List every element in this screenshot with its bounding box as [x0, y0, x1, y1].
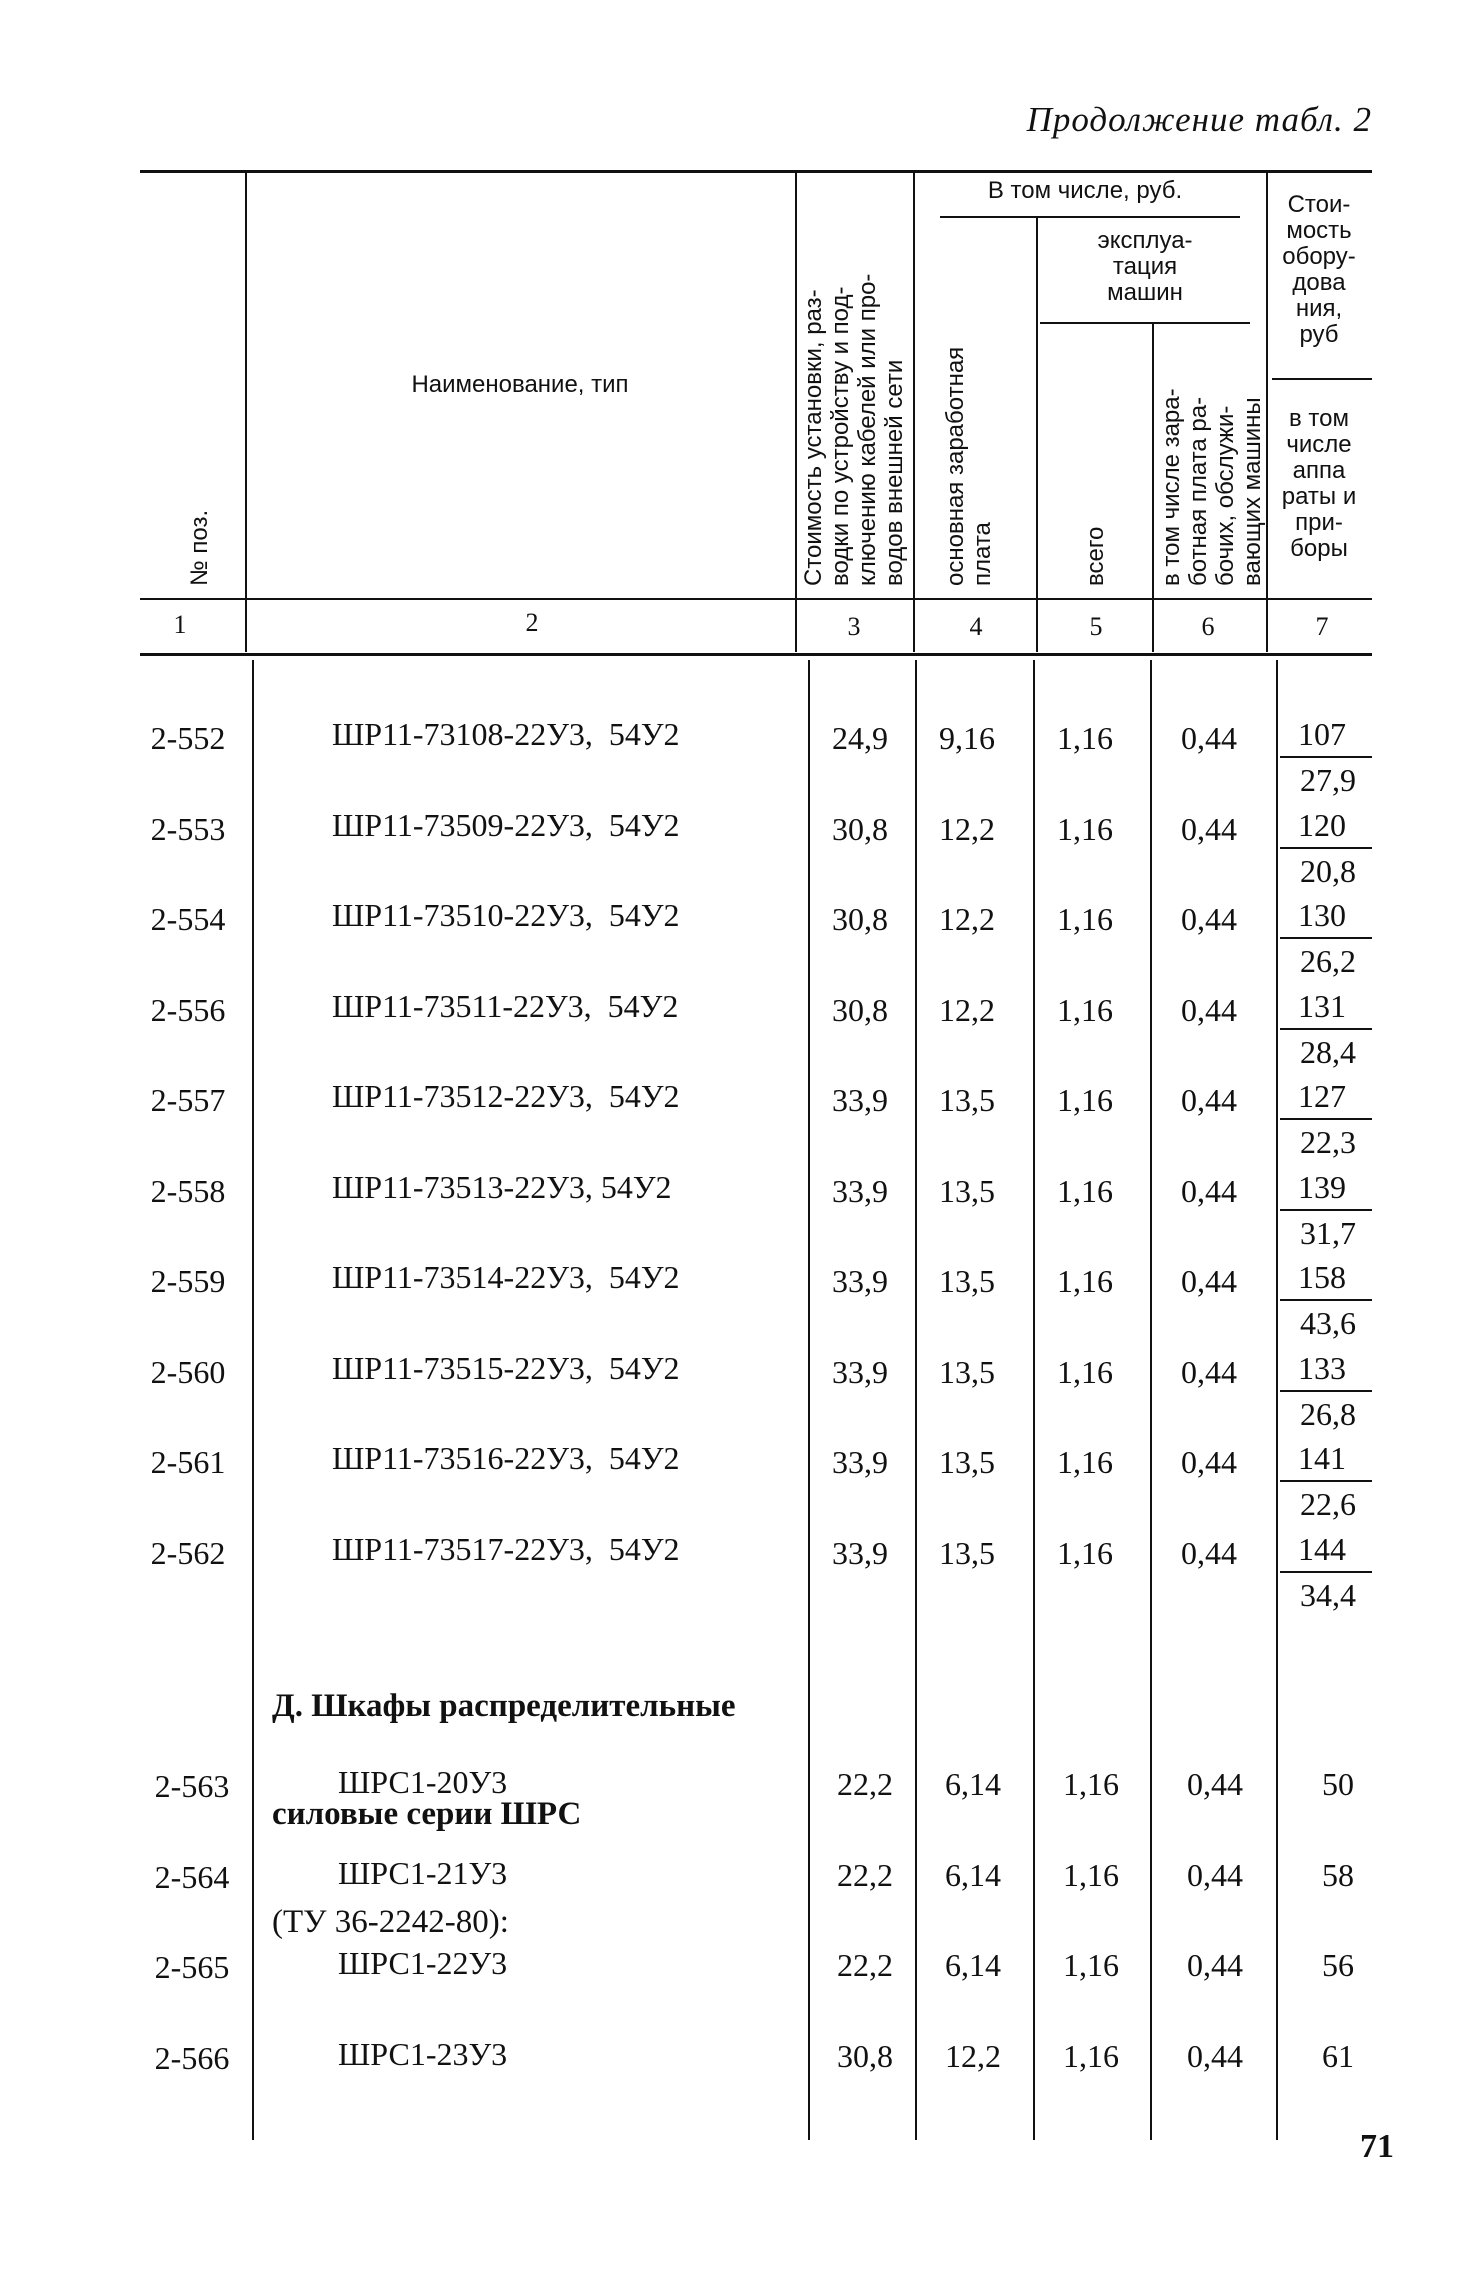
row-incl-salary: 0,44	[1181, 1444, 1237, 1480]
header-vline-4	[1036, 216, 1038, 652]
row-install: 24,9	[832, 720, 888, 756]
row-base-salary: 12,2	[939, 992, 995, 1028]
header-incl-devices: в том числе аппа раты и при- боры	[1281, 405, 1357, 562]
fraction-rule	[1280, 1480, 1372, 1482]
row-base-salary: 13,5	[939, 1082, 995, 1118]
row-base-salary: 13,5	[939, 1535, 995, 1571]
row-total: 1,16	[1057, 992, 1113, 1028]
header-name: Наименование, тип	[411, 371, 629, 398]
column-number-5: 5	[1089, 612, 1103, 641]
row-devices: 27,9	[1300, 762, 1356, 798]
fraction-rule	[1280, 1571, 1372, 1573]
row-install: 22,2	[837, 1947, 893, 1983]
row-total: 1,16	[1057, 1173, 1113, 1209]
row-base-salary: 12,2	[939, 811, 995, 847]
row-install: 30,8	[832, 811, 888, 847]
row-equipment: 61	[1322, 2038, 1354, 2074]
header-pos: № поз.	[186, 509, 213, 586]
row-total: 1,16	[1057, 1263, 1113, 1299]
header-vline-3	[913, 172, 915, 652]
row-base-salary: 13,5	[939, 1354, 995, 1390]
header-incl-rub: В том числе, руб.	[987, 177, 1183, 204]
column-number-6: 6	[1201, 612, 1215, 641]
row-name: ШРС1-23У3	[338, 2036, 508, 2072]
body-vline-3	[915, 660, 917, 2140]
body-vline-6	[1276, 660, 1278, 2140]
row-install: 30,8	[832, 992, 888, 1028]
row-name: ШР11-73515-22У3, 54У2	[332, 1350, 680, 1386]
row-incl-salary: 0,44	[1181, 992, 1237, 1028]
header-vline-5	[1152, 322, 1154, 652]
row-pos: 2-558	[150, 1173, 226, 1209]
row-name: ШР11-73517-22У3, 54У2	[332, 1531, 680, 1567]
header-incl-salary: в том числе зара- ботная плата ра- бочих, обслужи- вающих машины	[1158, 388, 1266, 586]
row-total: 1,16	[1057, 1354, 1113, 1390]
section-title-line1: Д. Шкафы распределительные	[272, 1688, 736, 1724]
row-base-salary: 12,2	[945, 2038, 1001, 2074]
row-equipment: 141	[1298, 1440, 1346, 1476]
row-equipment: 139	[1298, 1169, 1346, 1205]
row-incl-salary: 0,44	[1187, 1947, 1243, 1983]
row-pos: 2-556	[150, 992, 226, 1028]
row-incl-salary: 0,44	[1187, 1766, 1243, 1802]
row-install: 33,9	[832, 1444, 888, 1480]
row-equipment: 56	[1322, 1947, 1354, 1983]
row-equipment: 107	[1298, 716, 1346, 752]
header-machines: эксплуа- тация машин	[1097, 227, 1193, 306]
row-name: ШРС1-20У3	[338, 1764, 508, 1800]
fraction-rule	[1280, 847, 1372, 849]
row-install: 33,9	[832, 1173, 888, 1209]
row-incl-salary: 0,44	[1181, 901, 1237, 937]
page-number: 71	[1360, 2128, 1394, 2165]
row-name: ШР11-73509-22У3, 54У2	[332, 807, 680, 843]
row-devices: 26,8	[1300, 1396, 1356, 1432]
row-incl-salary: 0,44	[1181, 720, 1237, 756]
row-pos: 2-557	[150, 1082, 226, 1118]
row-devices: 26,2	[1300, 943, 1356, 979]
row-pos: 2-566	[154, 2040, 230, 2076]
row-total: 1,16	[1063, 1857, 1119, 1893]
row-install: 33,9	[832, 1354, 888, 1390]
row-pos: 2-563	[154, 1768, 230, 1804]
row-incl-salary: 0,44	[1181, 1173, 1237, 1209]
row-name: ШР11-73510-22У3, 54У2	[332, 897, 680, 933]
row-name: ШР11-73108-22У3, 54У2	[332, 716, 680, 752]
row-equipment: 120	[1298, 807, 1346, 843]
row-total: 1,16	[1057, 1535, 1113, 1571]
row-base-salary: 6,14	[945, 1857, 1001, 1893]
row-incl-salary: 0,44	[1181, 1535, 1237, 1571]
row-equipment: 130	[1298, 897, 1346, 933]
row-name: ШР11-73513-22У3, 54У2	[332, 1169, 672, 1205]
fraction-rule	[1280, 937, 1372, 939]
row-base-salary: 13,5	[939, 1444, 995, 1480]
row-install: 30,8	[832, 901, 888, 937]
row-base-salary: 12,2	[939, 901, 995, 937]
column-number-2: 2	[525, 608, 539, 637]
row-pos: 2-553	[150, 811, 226, 847]
row-name: ШР11-73514-22У3, 54У2	[332, 1259, 680, 1295]
top-rule	[140, 170, 1372, 173]
row-total: 1,16	[1057, 811, 1113, 847]
row-equipment: 144	[1298, 1531, 1346, 1567]
row-install: 33,9	[832, 1082, 888, 1118]
fraction-rule	[1280, 1299, 1372, 1301]
header-vline-1	[245, 172, 247, 652]
row-pos: 2-564	[154, 1859, 230, 1895]
column-number-4: 4	[969, 612, 983, 641]
column-number-1: 1	[173, 610, 187, 639]
row-pos: 2-554	[150, 901, 226, 937]
row-devices: 43,6	[1300, 1305, 1356, 1341]
header-base-salary: основная заработная плата	[942, 346, 996, 586]
row-equipment: 127	[1298, 1078, 1346, 1114]
row-devices: 20,8	[1300, 853, 1356, 889]
row-total: 1,16	[1057, 901, 1113, 937]
row-install: 22,2	[837, 1857, 893, 1893]
row-pos: 2-561	[150, 1444, 226, 1480]
row-name: ШР11-73511-22У3, 54У2	[332, 988, 679, 1024]
body-vline-2	[808, 660, 810, 2140]
fraction-rule	[1280, 1390, 1372, 1392]
row-equipment: 131	[1298, 988, 1346, 1024]
equipment-rule	[1272, 378, 1372, 380]
row-base-salary: 13,5	[939, 1173, 995, 1209]
body-vline-4	[1033, 660, 1035, 2140]
row-devices: 34,4	[1300, 1577, 1356, 1613]
row-pos: 2-552	[150, 720, 226, 756]
fraction-rule	[1280, 756, 1372, 758]
body-vline-5	[1150, 660, 1152, 2140]
section-title-line2: силовые серии ШРС	[272, 1796, 582, 1832]
row-install: 22,2	[837, 1766, 893, 1802]
row-total: 1,16	[1057, 1444, 1113, 1480]
row-equipment: 50	[1322, 1766, 1354, 1802]
row-incl-salary: 0,44	[1181, 1354, 1237, 1390]
row-install: 33,9	[832, 1263, 888, 1299]
row-name: ШРС1-22У3	[338, 1945, 508, 1981]
row-total: 1,16	[1063, 1766, 1119, 1802]
row-devices: 22,6	[1300, 1486, 1356, 1522]
row-incl-salary: 0,44	[1181, 1082, 1237, 1118]
row-devices: 22,3	[1300, 1124, 1356, 1160]
row-pos: 2-562	[150, 1535, 226, 1571]
header-bottom-rule	[140, 598, 1372, 600]
machines-rule	[1040, 322, 1250, 324]
header-equipment: Стои- мость обору- дова ния, руб	[1282, 191, 1356, 348]
row-incl-salary: 0,44	[1181, 1263, 1237, 1299]
row-total: 1,16	[1057, 720, 1113, 756]
row-base-salary: 9,16	[939, 720, 995, 756]
fraction-rule	[1280, 1118, 1372, 1120]
continuation-title: Продолжение табл. 2	[1026, 100, 1372, 139]
row-total: 1,16	[1063, 2038, 1119, 2074]
row-incl-salary: 0,44	[1187, 2038, 1243, 2074]
fraction-rule	[1280, 1028, 1372, 1030]
fraction-rule	[1280, 1209, 1372, 1211]
column-number-3: 3	[847, 612, 861, 641]
row-incl-salary: 0,44	[1181, 811, 1237, 847]
header-vline-2	[795, 172, 797, 652]
row-equipment: 158	[1298, 1259, 1346, 1295]
row-incl-salary: 0,44	[1187, 1857, 1243, 1893]
row-name: ШР11-73512-22У3, 54У2	[332, 1078, 680, 1114]
row-install: 30,8	[837, 2038, 893, 2074]
row-base-salary: 13,5	[939, 1263, 995, 1299]
row-equipment: 133	[1298, 1350, 1346, 1386]
incl-rub-rule	[940, 216, 1240, 218]
column-number-7: 7	[1315, 612, 1329, 641]
body-vline-1	[252, 660, 254, 2140]
row-pos: 2-565	[154, 1949, 230, 1985]
row-equipment: 58	[1322, 1857, 1354, 1893]
row-devices: 31,7	[1300, 1215, 1356, 1251]
row-name: ШРС1-21У3	[338, 1855, 508, 1891]
row-pos: 2-560	[150, 1354, 226, 1390]
header-total: всего	[1082, 526, 1109, 586]
row-install: 33,9	[832, 1535, 888, 1571]
column-number-rule	[140, 653, 1372, 656]
row-total: 1,16	[1063, 1947, 1119, 1983]
header-install: Стоимость установки, раз- водки по устройству и под- ключению кабелей или про- водов внешней сети	[800, 273, 908, 586]
row-base-salary: 6,14	[945, 1947, 1001, 1983]
row-base-salary: 6,14	[945, 1766, 1001, 1802]
row-total: 1,16	[1057, 1082, 1113, 1118]
section-subtitle: (ТУ 36-2242-80):	[272, 1904, 509, 1940]
row-devices: 28,4	[1300, 1034, 1356, 1070]
row-name: ШР11-73516-22У3, 54У2	[332, 1440, 680, 1476]
row-pos: 2-559	[150, 1263, 226, 1299]
